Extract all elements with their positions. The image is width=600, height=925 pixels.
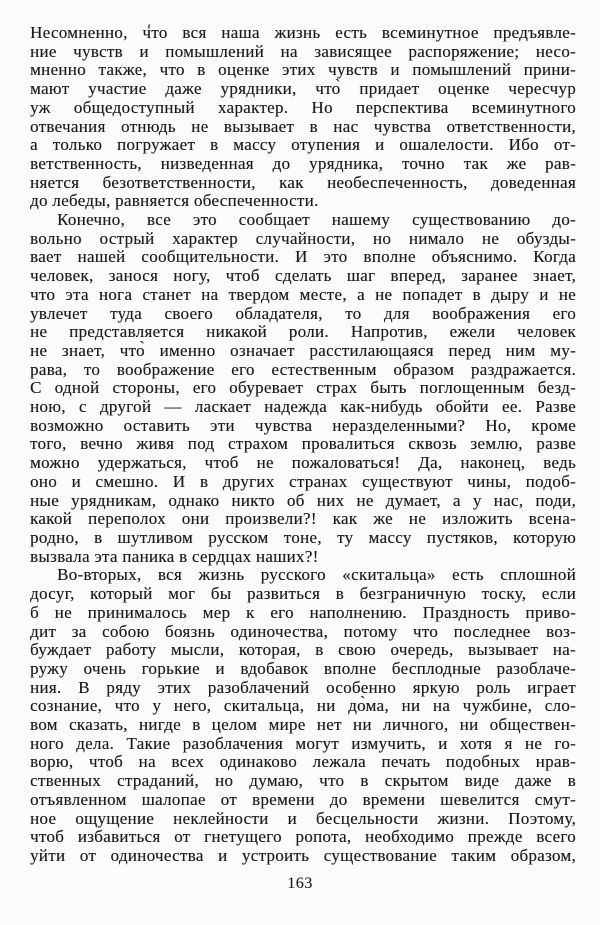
text-line: какой переполох они произвели?! как же не изложить всена- bbox=[30, 509, 576, 529]
paragraph bbox=[30, 24, 576, 211]
text-line: оно и смешно. И в других странах существуют чины, подоб- bbox=[30, 471, 576, 491]
text-line: ное ощущение неклейности и бесцельности жизни. Поэтому, bbox=[30, 808, 576, 828]
text-line: дит за собою боязнь одиночества, потому что последнее воз- bbox=[30, 621, 576, 641]
text-line: рава, то воображение его естественным образом раздражается. bbox=[30, 359, 576, 379]
text-line: С одной стороны, его обуревает страх быть поглощенным безд- bbox=[30, 378, 576, 398]
text-line: чтоб избавиться от гнетущего ропота, необходимо прежде всего bbox=[30, 827, 576, 847]
text-line: Конечно, все это сообщает нашему существованию до- bbox=[57, 210, 576, 230]
text-line: ружу очень горькие и вдобавок вполне бесплодные разоблаче- bbox=[30, 658, 576, 678]
text-line: ною, с другой — ласкает надежда как-нибудь обойти ее. Разве bbox=[30, 397, 576, 417]
text-line: досуг, который мог бы развиться в безграничную тоску, если bbox=[30, 584, 576, 604]
text-line: ворю, чтоб на всех одинаково лежала печать подобных нрав- bbox=[30, 752, 576, 772]
text-line: няется безответственности, как необеспеченность, доведенная bbox=[30, 172, 576, 192]
text-line: ния. В ряду этих разоблачений особенно яркую роль играет bbox=[30, 677, 576, 697]
text-line: вом сказать, нигде в целом мире нет ни личного, ни обществен- bbox=[30, 715, 576, 735]
text-line: Во-вторых, вся жизнь русского «скитальца» есть сплошной bbox=[57, 565, 576, 585]
text-line: мненно также, что в оценке этих чувств и помышлений прини- bbox=[30, 60, 576, 80]
page-text bbox=[30, 24, 576, 866]
text-line: Несомненно, что вся наша жизнь есть всеминутное предъявле- bbox=[30, 23, 576, 42]
text-line: не представляется никакой роли. Напротив, ежели человек bbox=[30, 322, 576, 342]
text-line: вызвала эта паника в сердцах наших?! bbox=[30, 546, 319, 566]
text-line: вольно острый характер случайности, но нимало не обузды- bbox=[30, 228, 576, 248]
text-line: б не принималось мер к его наполнению. Праздность приво- bbox=[30, 602, 576, 622]
text-line: того, вечно живя под страхом провалиться сквозь землю, разве bbox=[30, 434, 576, 454]
text-line: мают участие даже урядники, что̀ придает оценке чересчур bbox=[30, 79, 576, 99]
text-line: а только погружает в массу отупения и ошалелости. Ибо от- bbox=[30, 135, 576, 155]
text-line: что эта нога станет на твердом месте, а не попадет в дыру и не bbox=[30, 284, 576, 304]
text-line: человек, занося ногу, чтоб сделать шаг вперед, заранее знает, bbox=[30, 266, 576, 286]
text-line: можно удержаться, чтоб не пожаловаться! Да, наконец, ведь bbox=[30, 453, 576, 473]
text-line: родно, в шутливом русском тоне, ту массу пустяков, которую bbox=[30, 527, 576, 547]
text-line: ные урядникам, однако никто об них не думает, а у нас, поди, bbox=[30, 490, 576, 510]
text-line: отвечания отнюдь не вызывает в нас чувства ответственности, bbox=[30, 116, 576, 136]
paragraph bbox=[30, 566, 576, 865]
page-number: 163 bbox=[287, 875, 313, 892]
text-line: буждает работу мысли, которая, в свою очередь, вызывает на- bbox=[30, 640, 576, 660]
text-line: отъявленном шалопае от времени до времени шевелится смут- bbox=[30, 789, 576, 809]
paragraph bbox=[30, 211, 576, 566]
text-line: ственных страданий, но думаю, что в скрытом виде даже в bbox=[30, 771, 576, 791]
text-line: сознание, что у него, скитальца, ни до̀ма, ни на чужбине, сло- bbox=[30, 696, 576, 716]
text-line: уйти от одиночества и устроить существование таким образом, bbox=[30, 845, 576, 865]
text-line: увлечет туда своего обладателя, то для воображения его bbox=[30, 303, 576, 323]
text-line: ного дела. Такие разоблачения могут измучить, и хотя я не го- bbox=[30, 733, 576, 753]
text-line: не знает, что̀ именно означает расстилающаяся перед ним му- bbox=[30, 340, 576, 360]
text-line: уж общедоступный характер. Но перспектива всеминутного bbox=[30, 97, 576, 117]
text-line: вает нашей сообщительности. И это вполне объяснимо. Когда bbox=[30, 247, 576, 267]
text-line: ние чувств и помышлений на зависящее распоряжение; несо- bbox=[30, 41, 576, 61]
text-line: возможно оставить эти чувства неразделенными? Но, кроме bbox=[30, 415, 576, 435]
text-line: ветственность, низведенная до урядника, точно так же рав- bbox=[30, 153, 576, 173]
text-line: до лебеды, равняется обеспеченности. bbox=[30, 191, 319, 211]
